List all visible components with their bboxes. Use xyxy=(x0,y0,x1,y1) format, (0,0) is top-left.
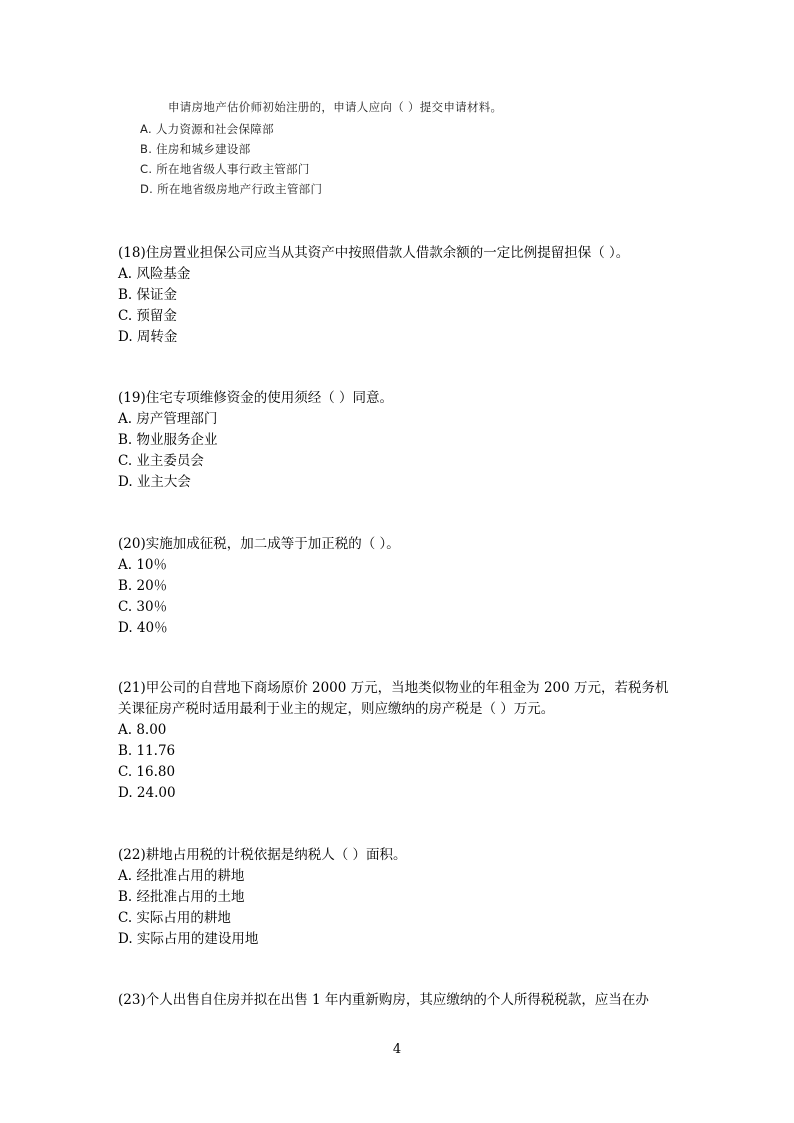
option-a: A. 10％ xyxy=(118,557,168,573)
embedded-option-b: B. 住房和城乡建设部 xyxy=(140,142,251,156)
option-c: C. 实际占用的耕地 xyxy=(118,910,231,926)
option-b: B. 保证金 xyxy=(118,287,178,303)
option-c: C. 业主委员会 xyxy=(118,453,204,469)
question-stem-line-1: (21)甲公司的自营地下商场原价 2000 万元，当地类似物业的年租金为 200 万元，若税务机 xyxy=(118,680,669,696)
question-22 xyxy=(118,845,678,950)
question-stem: (18)住房置业担保公司应当从其资产中按照借款人借款余额的一定比例提留担保（ ）。 xyxy=(118,245,630,261)
question-19 xyxy=(118,388,678,493)
option-a: A. 8.00 xyxy=(118,722,167,738)
option-b: B. 11.76 xyxy=(118,743,176,759)
question-stem: (23)个人出售自住房并拟在出售 1 年内重新购房，其应缴纳的个人所得税税款，应当在办 xyxy=(118,992,649,1008)
embedded-option-c: C. 所在地省级人事行政主管部门 xyxy=(140,162,310,176)
question-23 xyxy=(118,990,678,1011)
option-a: A. 风险基金 xyxy=(118,266,191,282)
option-c: C. 预留金 xyxy=(118,308,177,324)
option-d: D. 40％ xyxy=(118,620,168,636)
embedded-option-a: A. 人力资源和社会保障部 xyxy=(140,122,274,136)
embedded-option-d: D. 所在地省级房地产行政主管部门 xyxy=(140,182,323,196)
option-a: A. 经批准占用的耕地 xyxy=(118,868,245,884)
option-d: D. 实际占用的建设用地 xyxy=(118,931,259,947)
option-d: D. 24.00 xyxy=(118,785,176,801)
embedded-question-image xyxy=(140,96,600,199)
option-b: B. 物业服务企业 xyxy=(118,432,218,448)
question-20 xyxy=(118,534,678,639)
option-c: C. 30％ xyxy=(118,599,168,615)
question-stem: (20)实施加成征税，加二成等于加正税的（ ）。 xyxy=(118,536,400,552)
option-d: D. 周转金 xyxy=(118,329,178,345)
embedded-question-stem: 申请房地产估价师初始注册的，申请人应向（ ）提交申请材料。 xyxy=(168,100,503,114)
option-b: B. 经批准占用的土地 xyxy=(118,889,245,905)
question-21 xyxy=(118,678,678,804)
question-stem-line-2: 关课征房产税时适用最利于业主的规定，则应缴纳的房产税是（ ）万元。 xyxy=(118,701,555,717)
question-stem: (19)住宅专项维修资金的使用须经（ ）同意。 xyxy=(118,390,394,406)
option-d: D. 业主大会 xyxy=(118,474,191,490)
page-number: 4 xyxy=(392,1042,402,1057)
option-a: A. 房产管理部门 xyxy=(118,411,218,427)
option-b: B. 20％ xyxy=(118,578,168,594)
question-stem: (22)耕地占用税的计税依据是纳税人（ ）面积。 xyxy=(118,847,407,863)
question-18 xyxy=(118,243,678,348)
option-c: C. 16.80 xyxy=(118,764,176,780)
